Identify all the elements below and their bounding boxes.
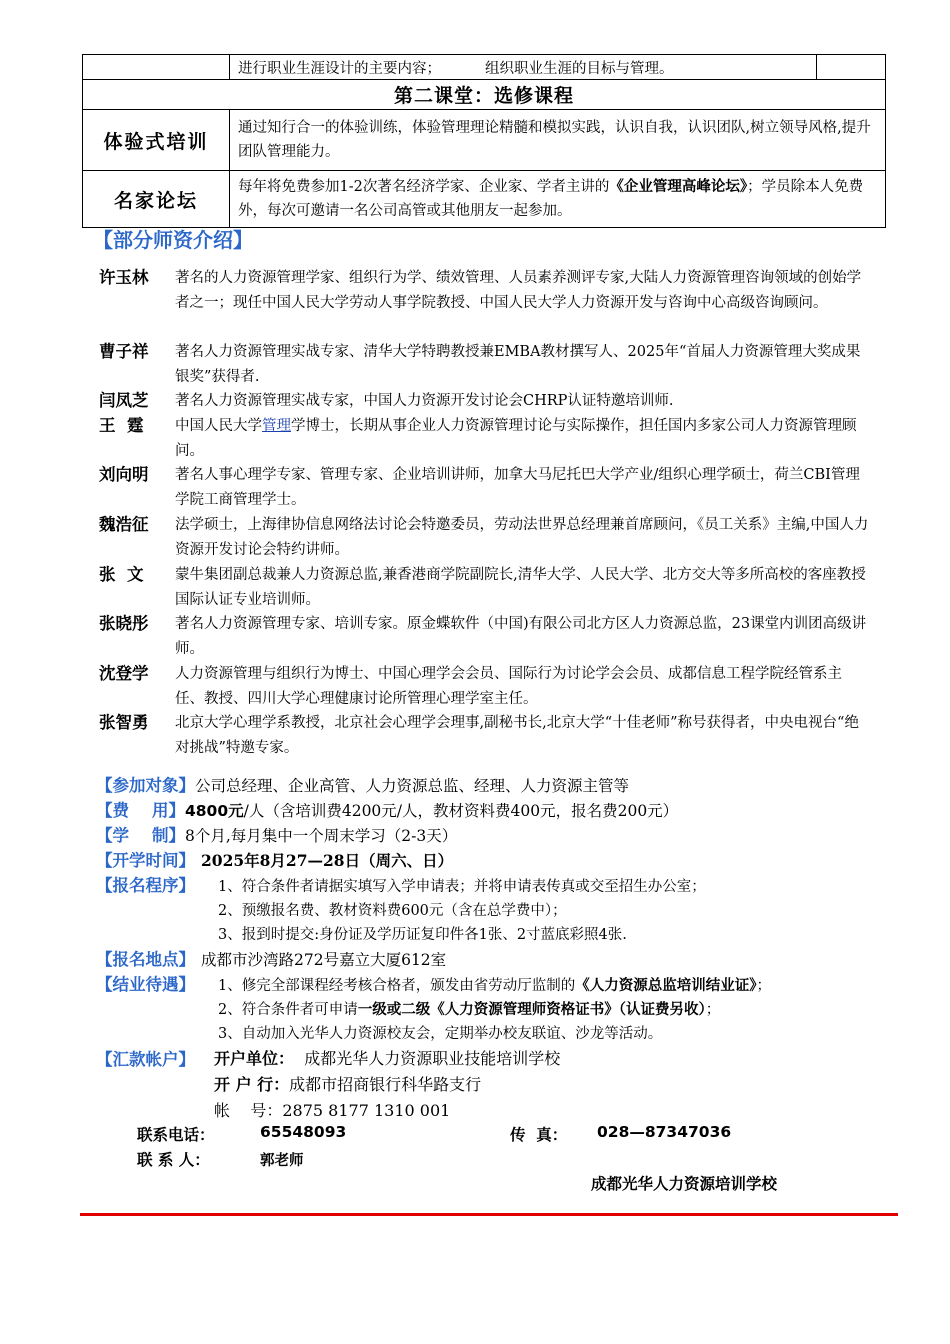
contact-fax-label: 传 真： <box>510 1126 568 1144</box>
career-item-left: 进行职业生涯设计的主要内容； <box>238 60 441 77</box>
info-tag: 【结业待遇】 <box>96 975 195 994</box>
section-title: 第二课堂：选修课程 <box>83 80 886 110</box>
school-signature: 成都光华人力资源培训学校 <box>591 1175 778 1193</box>
teachers-heading: 【部分师资介绍】 <box>93 228 253 252</box>
teacher-bio: 中国人民大学管理学博士，长期从事企业人力资源管理讨论与实际操作，担任国内多家公司人力资源管理顾问。 <box>175 418 857 459</box>
info-tag: 【参加对象】 <box>96 776 195 795</box>
teacher-bio: 人力资源管理与组织行为博士、中国心理学会会员、国际行为讨论学会会员、成都信息工程学院经管系主任、教授、四川大学心理健康讨论所管理心理学室主任。 <box>175 666 842 707</box>
teacher-bio: 北京大学心理学系教授，北京社会心理学会理事,副秘书长,北京大学“十佳老师”称号获得者，中央电视台“绝对挑战”特邀专家。 <box>175 715 859 756</box>
info-tag: 【开学时间】 <box>96 851 195 870</box>
teacher-name: 魏浩征 <box>99 515 149 534</box>
course-label: 体验式培训 <box>83 110 230 171</box>
teacher-name: 张 文 <box>99 565 144 584</box>
course-desc: 每年将免费参加1-2次著名经济学家、企业家、学者主讲的《企业管理高峰论坛》；学员除本人免费外，每次可邀请一名公司高管或其他朋友一起参加。 <box>230 171 886 228</box>
benefit-item: 2、符合条件者可申请一级或二级《人力资源管理师资格证书》（认证费另收）； <box>218 1001 721 1018</box>
info-fee: 【费 用】4800元/人（含培训费4200元/人，教材资料费400元，报名费200元） <box>96 801 679 820</box>
teacher-bio: 法学硕士，上海律协信息网络法讨论会特邀委员，劳动法世界总经理兼首席顾问，《员工关系》主编,中国人力资源开发讨论会特约讲师。 <box>175 517 869 558</box>
teacher-bio: 著名人力资源管理实战专家、清华大学特聘教授兼EMBA教材撰写人、2025年“首届人力资源管理大奖成果银奖”获得者. <box>175 344 861 385</box>
management-link[interactable]: 管理 <box>262 418 291 434</box>
account-bank: 开 户 行：成都市招商银行科华路支行 <box>214 1075 482 1094</box>
teacher-bio: 蒙牛集团副总裁兼人力资源总监,兼香港商学院副院长,清华大学、人民大学、北方交大等多所高校的客座教授国际认证专业培训师。 <box>175 567 866 608</box>
teacher-name: 刘向明 <box>99 465 149 484</box>
account-number: 帐 号：2875 8177 1310 001 <box>214 1101 451 1120</box>
table-row <box>83 110 886 171</box>
info-start: 【开学时间】 2025年8月27—28日（周六、日） <box>96 851 454 870</box>
procedure-step: 2、预缴报名费、教材资料费600元（含在总学费中）； <box>218 903 567 919</box>
teacher-name: 张晓彤 <box>99 614 149 633</box>
career-item-right: 组织职业生涯的目标与管理。 <box>485 60 674 77</box>
table-row <box>83 171 886 228</box>
contact-phone: 65548093 <box>260 1123 347 1141</box>
info-tag: 【汇款帐户】 <box>96 1050 195 1069</box>
contact-phone-label: 联系电话： <box>137 1126 215 1144</box>
account-unit: 开户单位： 成都光华人力资源职业技能培训学校 <box>214 1049 561 1068</box>
table-section-row <box>83 80 886 110</box>
info-duration: 【学 制】8个月,每月集中一个周末学习（2-3天） <box>96 826 458 845</box>
benefit-item: 1、修完全部课程经考核合格者，颁发由省劳动厅监制的《人力资源总监培训结业证》； <box>218 977 771 994</box>
course-label: 名家论坛 <box>83 171 230 228</box>
teacher-name: 许玉林 <box>99 268 149 287</box>
teacher-bio: 著名的人力资源管理学家、组织行为学、绩效管理、人员素养测评专家,大陆人力资源管理咨询领域的创始学者之一；现任中国人民大学劳动人事学院教授、中国人民大学人力资源开发与咨询中心高级咨询顾问。 <box>175 270 862 311</box>
teacher-name: 王 霆 <box>99 416 144 435</box>
contact-fax: 028—87347036 <box>597 1123 732 1141</box>
contact-person: 郭老师 <box>260 1153 304 1169</box>
info-location: 【报名地点】 成都市沙湾路272号嘉立大厦612室 <box>96 950 447 969</box>
procedure-step: 1、符合条件者请据实填写入学申请表；并将申请表传真或交至招生办公室； <box>218 879 706 895</box>
info-tag: 【费 用】 <box>96 801 185 820</box>
teacher-bio: 著名人力资源管理实战专家，中国人力资源开发讨论会CHRP认证特邀培训师. <box>175 393 674 409</box>
teacher-name: 曹子祥 <box>99 342 149 361</box>
course-table <box>82 54 886 228</box>
contact-person-label: 联 系 人： <box>137 1151 210 1169</box>
procedure-step: 3、报到时提交:身份证及学历证复印件各1张、2寸蓝底彩照4张. <box>218 927 627 943</box>
info-tag: 【报名程序】 <box>96 876 195 895</box>
footer-divider <box>80 1213 898 1216</box>
teacher-bio: 著名人事心理学专家、管理专家、企业培训讲师，加拿大马尼托巴大学产业/组织心理学硕士，荷兰CBI管理学院工商管理学士。 <box>175 467 860 508</box>
teacher-name: 闫凤芝 <box>99 391 149 410</box>
info-tag: 【报名地点】 <box>96 950 195 969</box>
forum-name: 《企业管理高峰论坛》 <box>609 178 748 195</box>
teacher-name: 张智勇 <box>99 713 149 732</box>
info-target: 【参加对象】公司总经理、企业高管、人力资源总监、经理、人力资源主管等 <box>96 776 630 795</box>
info-tag: 【学 制】 <box>96 826 185 845</box>
table-row-career <box>83 55 886 80</box>
teacher-bio: 著名人力资源管理专家、培训专家。原金蝶软件（中国)有限公司北方区人力资源总监，23课堂内训团高级讲师。 <box>175 616 867 657</box>
teacher-name: 沈登学 <box>99 664 149 683</box>
course-desc: 通过知行合一的体验训练，体验管理理论精髓和模拟实践，认识自我，认识团队,树立领导风格,提升团队管理能力。 <box>230 110 886 171</box>
benefit-item: 3、自动加入光华人力资源校友会，定期举办校友联谊、沙龙等活动。 <box>218 1026 663 1042</box>
